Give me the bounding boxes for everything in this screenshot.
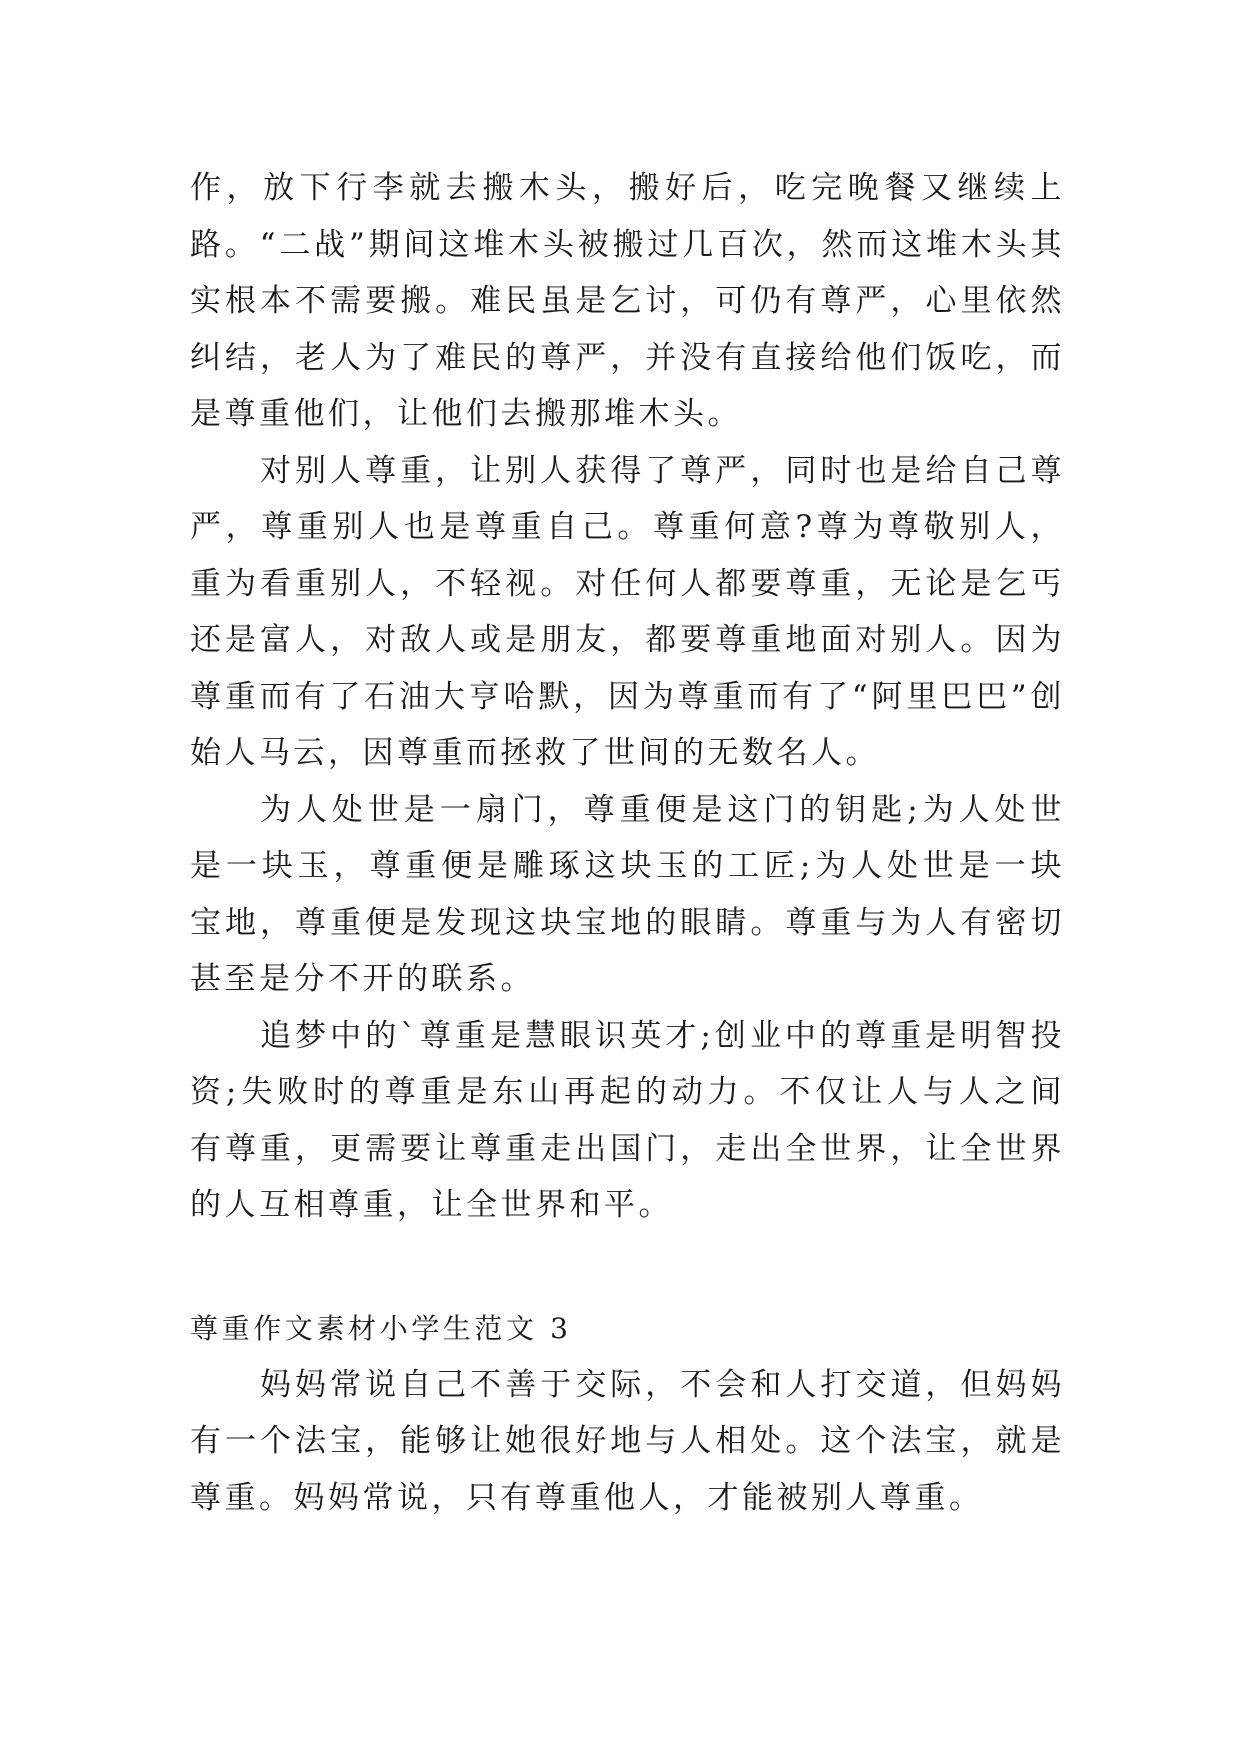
section-heading: 尊重作文素材小学生范文 3 (190, 1311, 572, 1345)
section-paragraph-1: 妈妈常说自己不善于交际，不会和人打交道，但妈妈有一个法宝，能够让她很好地与人相处。这个法宝，就是尊重。妈妈常说，只有尊重他人，才能被别人尊重。 (190, 1366, 1065, 1516)
body-paragraph-2: 对别人尊重，让别人获得了尊严，同时也是给自己尊严，尊重别人也是尊重自己。尊重何意?尊为尊敬别人，重为看重别人，不轻视。对任何人都要尊重，无论是乞丐还是富人，对敌人或是朋友，都要尊重地面对别人。因为尊重而有了石油大亨哈默，因为尊重而有了“阿里巴巴”创始人马云，因尊重而拯救了世间的无数名人。 (190, 452, 1065, 771)
body-paragraph-1: 作，放下行李就去搬木头，搬好后，吃完晚餐又继续上路。“二战”期间这堆木头被搬过几百次，然而这堆木头其实根本不需要搬。难民虽是乞讨，可仍有尊严，心里依然纠结，老人为了难民的尊严，并没有直接给他们饭吃，而是尊重他们，让他们去搬那堆木头。 (190, 170, 1065, 432)
document-body (190, 160, 1065, 1526)
body-paragraph-4: 追梦中的`尊重是慧眼识英才;创业中的尊重是明智投资;失败时的尊重是东山再起的动力。不仅让人与人之间有尊重，更需要让尊重走出国门，走出全世界，让全世界的人互相尊重，让全世界和平。 (190, 1017, 1065, 1223)
body-paragraph-3: 为人处世是一扇门，尊重便是这门的钥匙;为人处世是一块玉，尊重便是雕琢这块玉的工匠;为人处世是一块宝地，尊重便是发现这块宝地的眼睛。尊重与为人有密切甚至是分不开的联系。 (190, 791, 1065, 997)
